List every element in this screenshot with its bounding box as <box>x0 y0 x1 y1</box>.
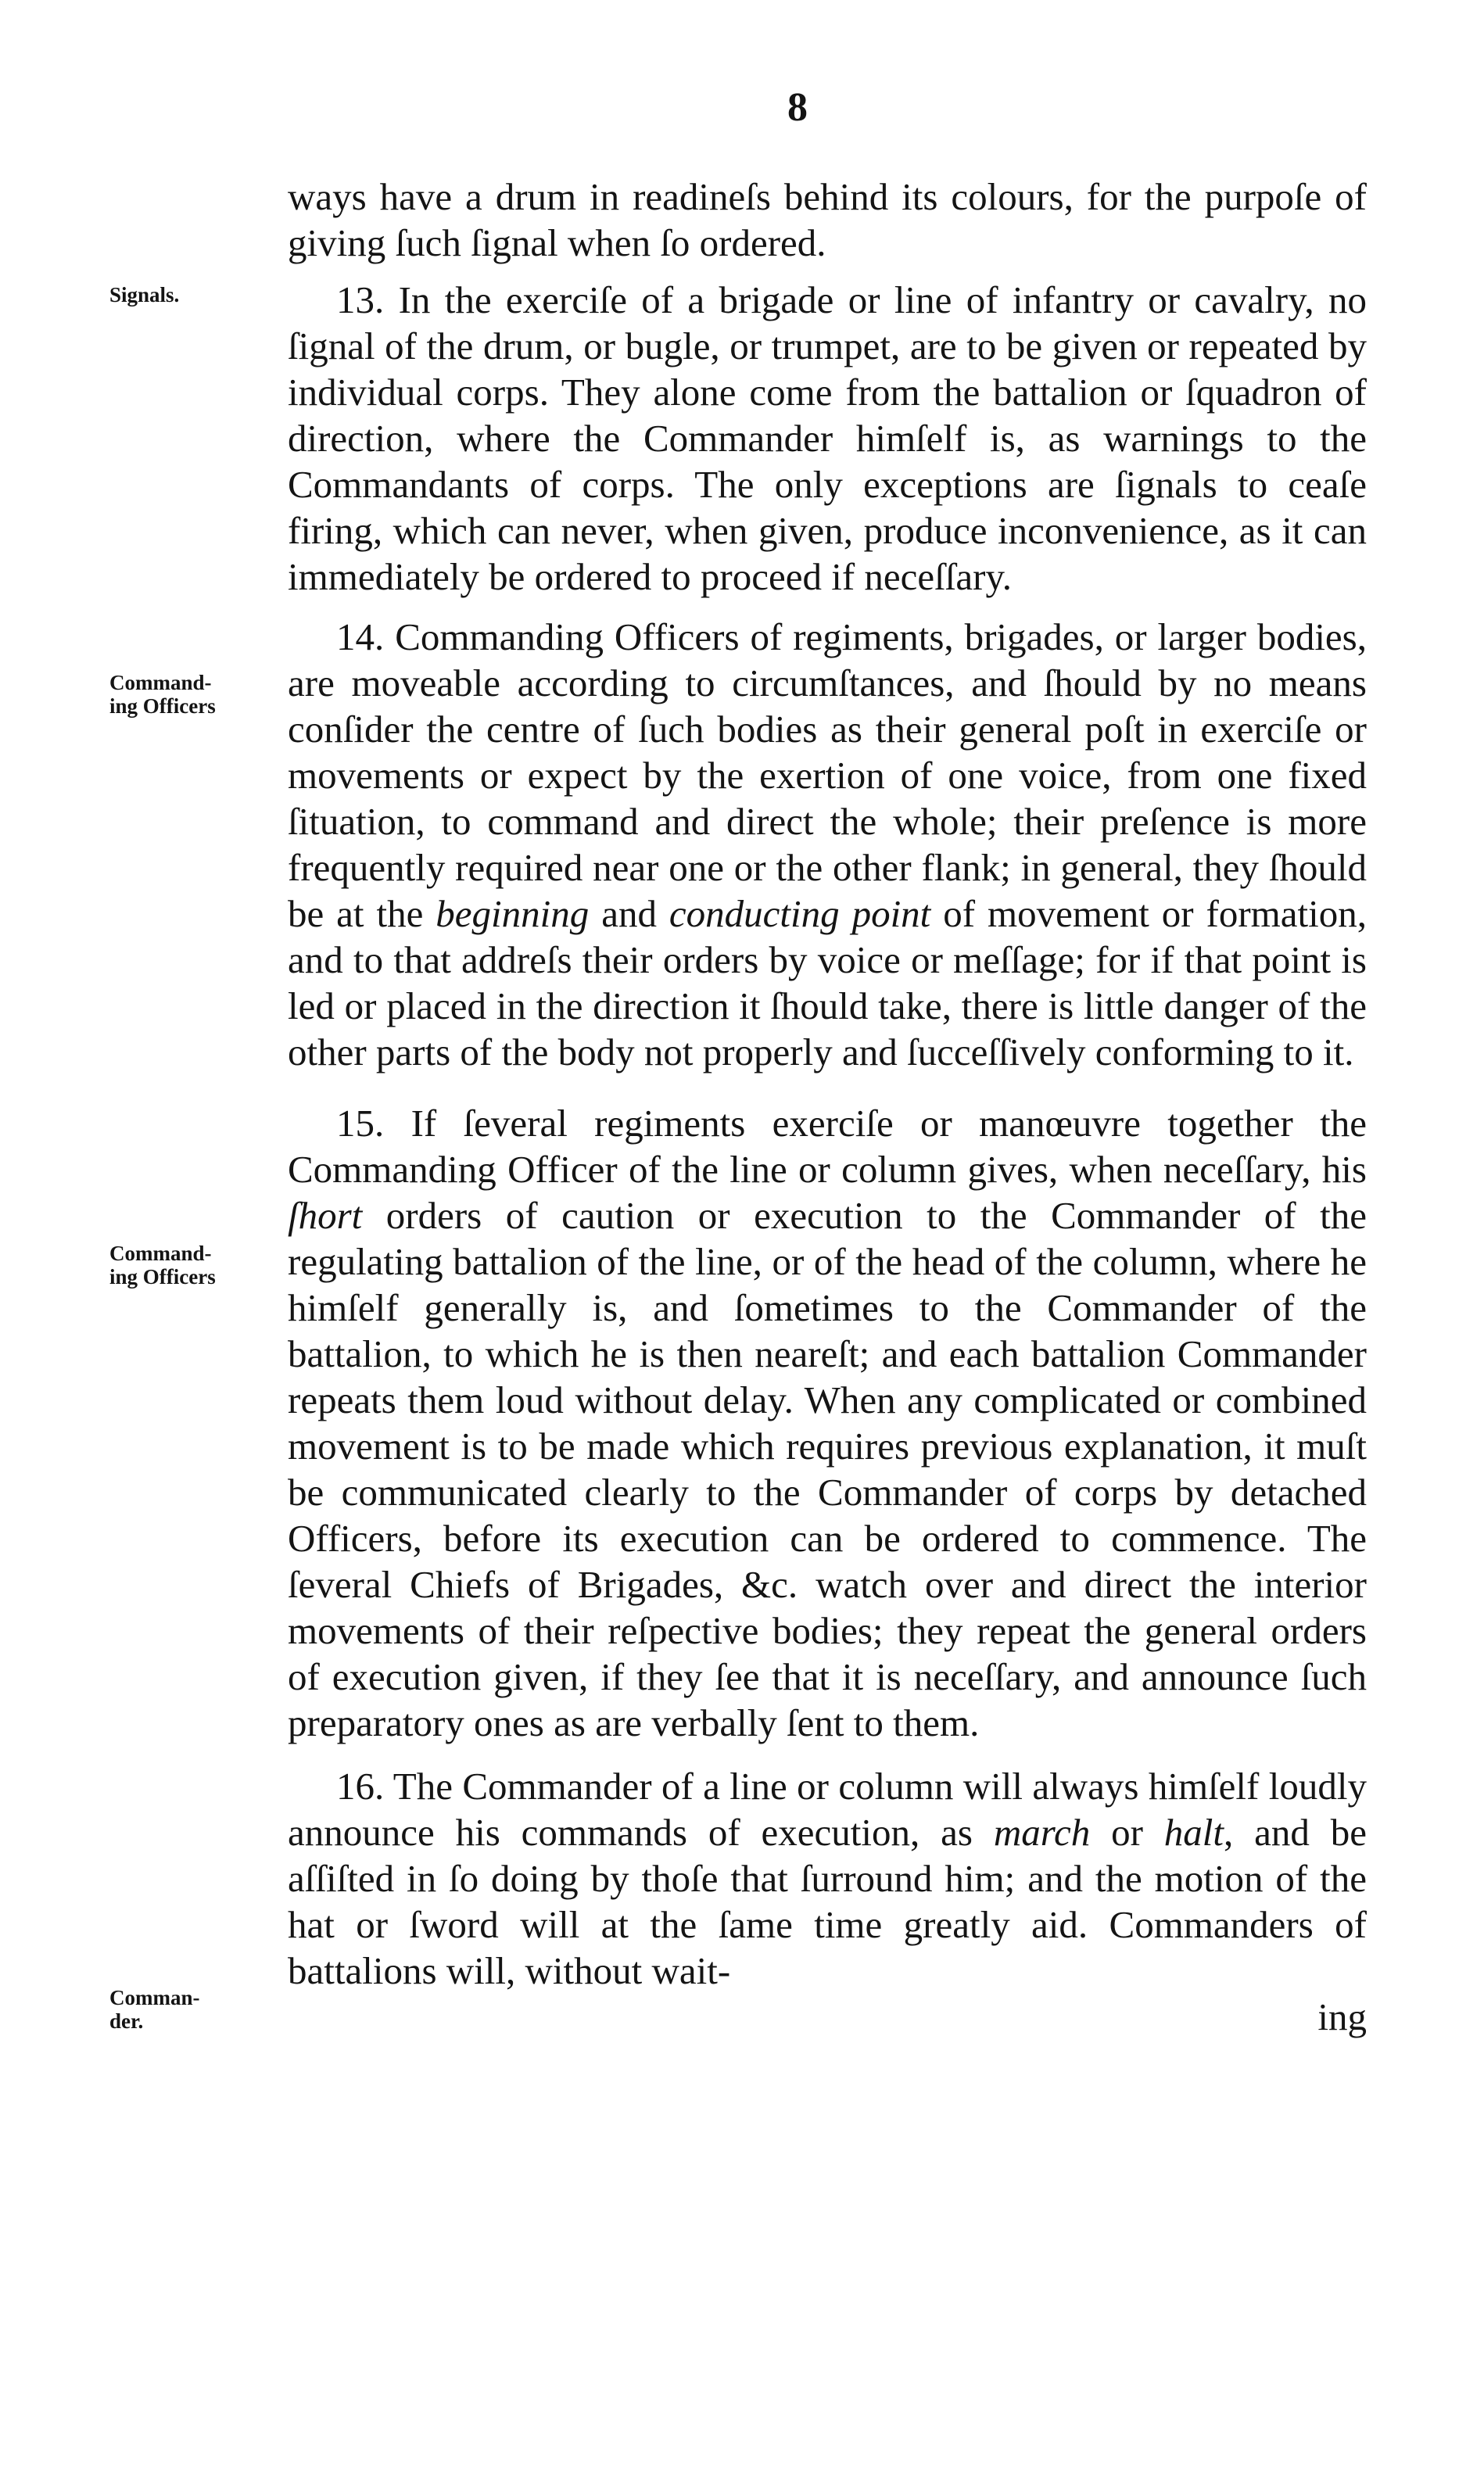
side-note-line: Command- <box>109 671 212 694</box>
text-body <box>288 174 1367 2040</box>
paragraph-text: If ſeveral regiments exerciſe or manœuvre together the Commanding Officer of the line or column gives, when neceſſary, his <box>288 1102 1368 1191</box>
paragraph-text: orders of caution or execution to the Commander of the regulating battalion of the line, or of the head of the column, where he himſelf generally is, and ſometimes to the Commander of the battalion, to which he is then neareſt; and each battalion Commander repeats them loud without delay. When any complicated or combined movement is to be made which requires previous explanation, it muſt be communicated clearly to the Commander of corps by detached Officers, before its execution can be ordered to commence. The ſeveral Chiefs of Brigades, &c. watch over and direct the interior movements of their reſpective bodies; they repeat the general orders of execution given, if they ſee that it is neceſſary, and announce ſuch preparatory ones as are verbally ſent to them. <box>288 1194 1367 1744</box>
italic-term: ſhort <box>288 1194 363 1237</box>
side-note-signals <box>109 283 179 306</box>
paragraph-number: 13. <box>336 278 385 321</box>
side-note-line: Command- <box>109 1242 212 1265</box>
paragraph-text: Commanding Officers of regiments, brigades, or larger bodies, are moveable according to circumſtances, and ſhould by no means conſider the centre of ſuch bodies as their general poſt in exerciſe or movements or expect by the exertion of one voice, from one fixed ſituation, to command and direct the whole; their preſence is more frequently required near one or the other flank; in general, they ſhould be at the <box>288 615 1367 935</box>
paragraph-13 <box>288 277 1367 600</box>
paragraph-number: 16. <box>336 1765 385 1808</box>
side-note-line: ing Officers <box>109 694 216 718</box>
side-note-line: ing Officers <box>109 1265 216 1289</box>
catchword: ing <box>1317 1995 1367 2038</box>
paragraph-15 <box>288 1100 1367 1746</box>
paragraph-text: of movement or formation, and to that addreſs their orders by voice or meſſage; for if that point is led or placed in the direction it ſhould take, there is little danger of the other parts of the body not properly and ſucceſſively conforming to it. <box>288 892 1367 1073</box>
italic-term: beginning <box>436 892 590 935</box>
side-note-line: Comman- <box>109 1986 200 2009</box>
paragraph-text: , and be aſſiſted in ſo doing by thoſe that ſurround him; and the motion of the hat or ſword will at the ſame time greatly aid. Commanders of battalions will, without wait- <box>288 1811 1367 1992</box>
side-note-line: der. <box>109 2009 144 2033</box>
paragraph-text: The Commander of a line or column will always himſelf loudly announce his commands of execution, as <box>288 1765 1367 1854</box>
side-note-commanding-officers-15 <box>109 1242 216 1289</box>
italic-term: march <box>993 1811 1091 1854</box>
side-note-commanding-officers-14 <box>109 671 216 718</box>
side-note-signals-text: Signals. <box>109 283 180 306</box>
paragraph-16 <box>288 1763 1367 1994</box>
italic-term: conducting point <box>669 892 931 935</box>
paragraph-text: ways have a drum in readineſs behind its colours, for the purpoſe of giving ſuch ſignal when ſo ordered. <box>288 175 1367 264</box>
paragraph-14 <box>288 614 1367 1075</box>
side-note-commander <box>109 1986 200 2033</box>
italic-term: halt <box>1163 1811 1224 1854</box>
paragraph-number: 15. <box>336 1102 385 1145</box>
paragraph-continuation <box>288 174 1367 266</box>
page-number: 8 <box>787 85 808 130</box>
paragraph-text: or <box>1090 1811 1164 1854</box>
paragraph-text: In the exerciſe of a brigade or line of infantry or cavalry, no ſignal of the drum, or bugle, or trumpet, are to be given or repeated by individual corps. They alone come from the battalion or ſquadron of direction, where the Commander himſelf is, as warnings to the Commandants of corps. The only exceptions are ſignals to ceaſe firing, which can never, when given, produce inconvenience, as it can immediately be ordered to proceed if neceſſary. <box>288 278 1367 598</box>
paragraph-number: 14. <box>336 615 385 658</box>
paragraph-text: and <box>589 892 669 935</box>
